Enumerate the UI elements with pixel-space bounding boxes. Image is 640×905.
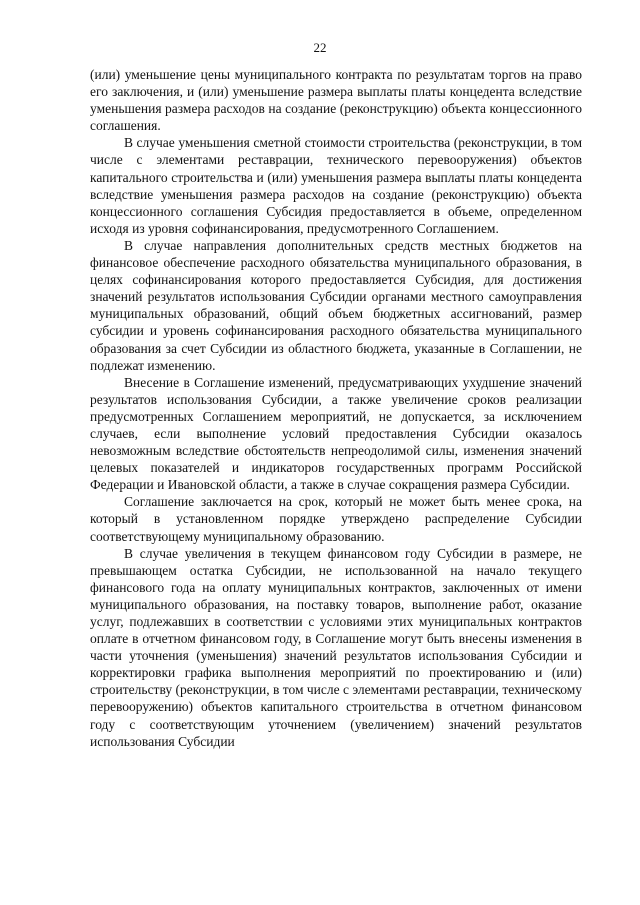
- paragraph: Соглашение заключается на срок, который не может быть менее срока, на который в установленном порядке утверждено распределение Субсидии соответствующему муниципальному образованию.: [90, 494, 582, 544]
- page-number: 22: [313, 40, 327, 55]
- paragraph: В случае направления дополнительных средств местных бюджетов на финансовое обеспечение расходного обязательства муниципального образования, в целях софинансирования которого предоставляется Субсидия, для достижения значений результатов использования Субсидии органами местного самоуправления муниципальных образований, общий объем бюджетных ассигнований, размер субсидии и уровень софинансирования расходного обязательства муниципального образования за счет Субсидии из областного бюджета, указанные в Соглашении, не подлежат изменению.: [90, 237, 582, 373]
- paragraph: Внесение в Соглашение изменений, предусматривающих ухудшение значений результатов использования Субсидии, а также увеличение сроков реализации предусмотренных Соглашением мероприятий, не допускается, за исключением случаев, если выполнение условий предоставления Субсидии оказалось невозможным вследствие обстоятельств непреодолимой силы, изменения значений целевых показателей и индикаторов государственных программ Российской Федерации и Ивановской области, а также в случае сокращения размера Субсидии.: [90, 374, 582, 493]
- paragraph-continuation: (или) уменьшение цены муниципального контракта по результатам торгов на право его заключения, и (или) уменьшение размера выплаты платы концедента вследствие уменьшения размера расходов на создание (реконструкцию) объекта концессионного соглашения.: [90, 67, 582, 134]
- document-body: [90, 66, 582, 750]
- paragraph: В случае увеличения в текущем финансовом году Субсидии в размере, не превышающем остатка Субсидии, не использованной на начало текущего финансового года на оплату муниципальных контрактов, заключенных от имени муниципального образования, на поставку товаров, выполнение работ, оказание услуг, подлежавших в соответствии с условиями этих муниципальных контрактов оплате в отчетном финансовом году, в Соглашение могут быть внесены изменения в части уточнения (уменьшения) значений результатов использования Субсидии и корректировки графика выполнения мероприятий по проектированию и (или) строительству (реконструкции, в том числе с элементами реставрации, техническому перевооружению) объектов капитального строительства в отчетном финансовом году с соответствующим уточнением (увеличением) значений результатов использования Субсидии: [90, 545, 582, 749]
- paragraph: В случае уменьшения сметной стоимости строительства (реконструкции, в том числе с элементами реставрации, технического перевооружения) объектов капитального строительства и (или) уменьшения размера выплаты платы концедента вследствие уменьшения размера расходов на создание (реконструкцию) объекта концессионного соглашения Субсидия предоставляется в объеме, определенном исходя из уровня софинансирования, предусмотренного Соглашением.: [90, 135, 582, 236]
